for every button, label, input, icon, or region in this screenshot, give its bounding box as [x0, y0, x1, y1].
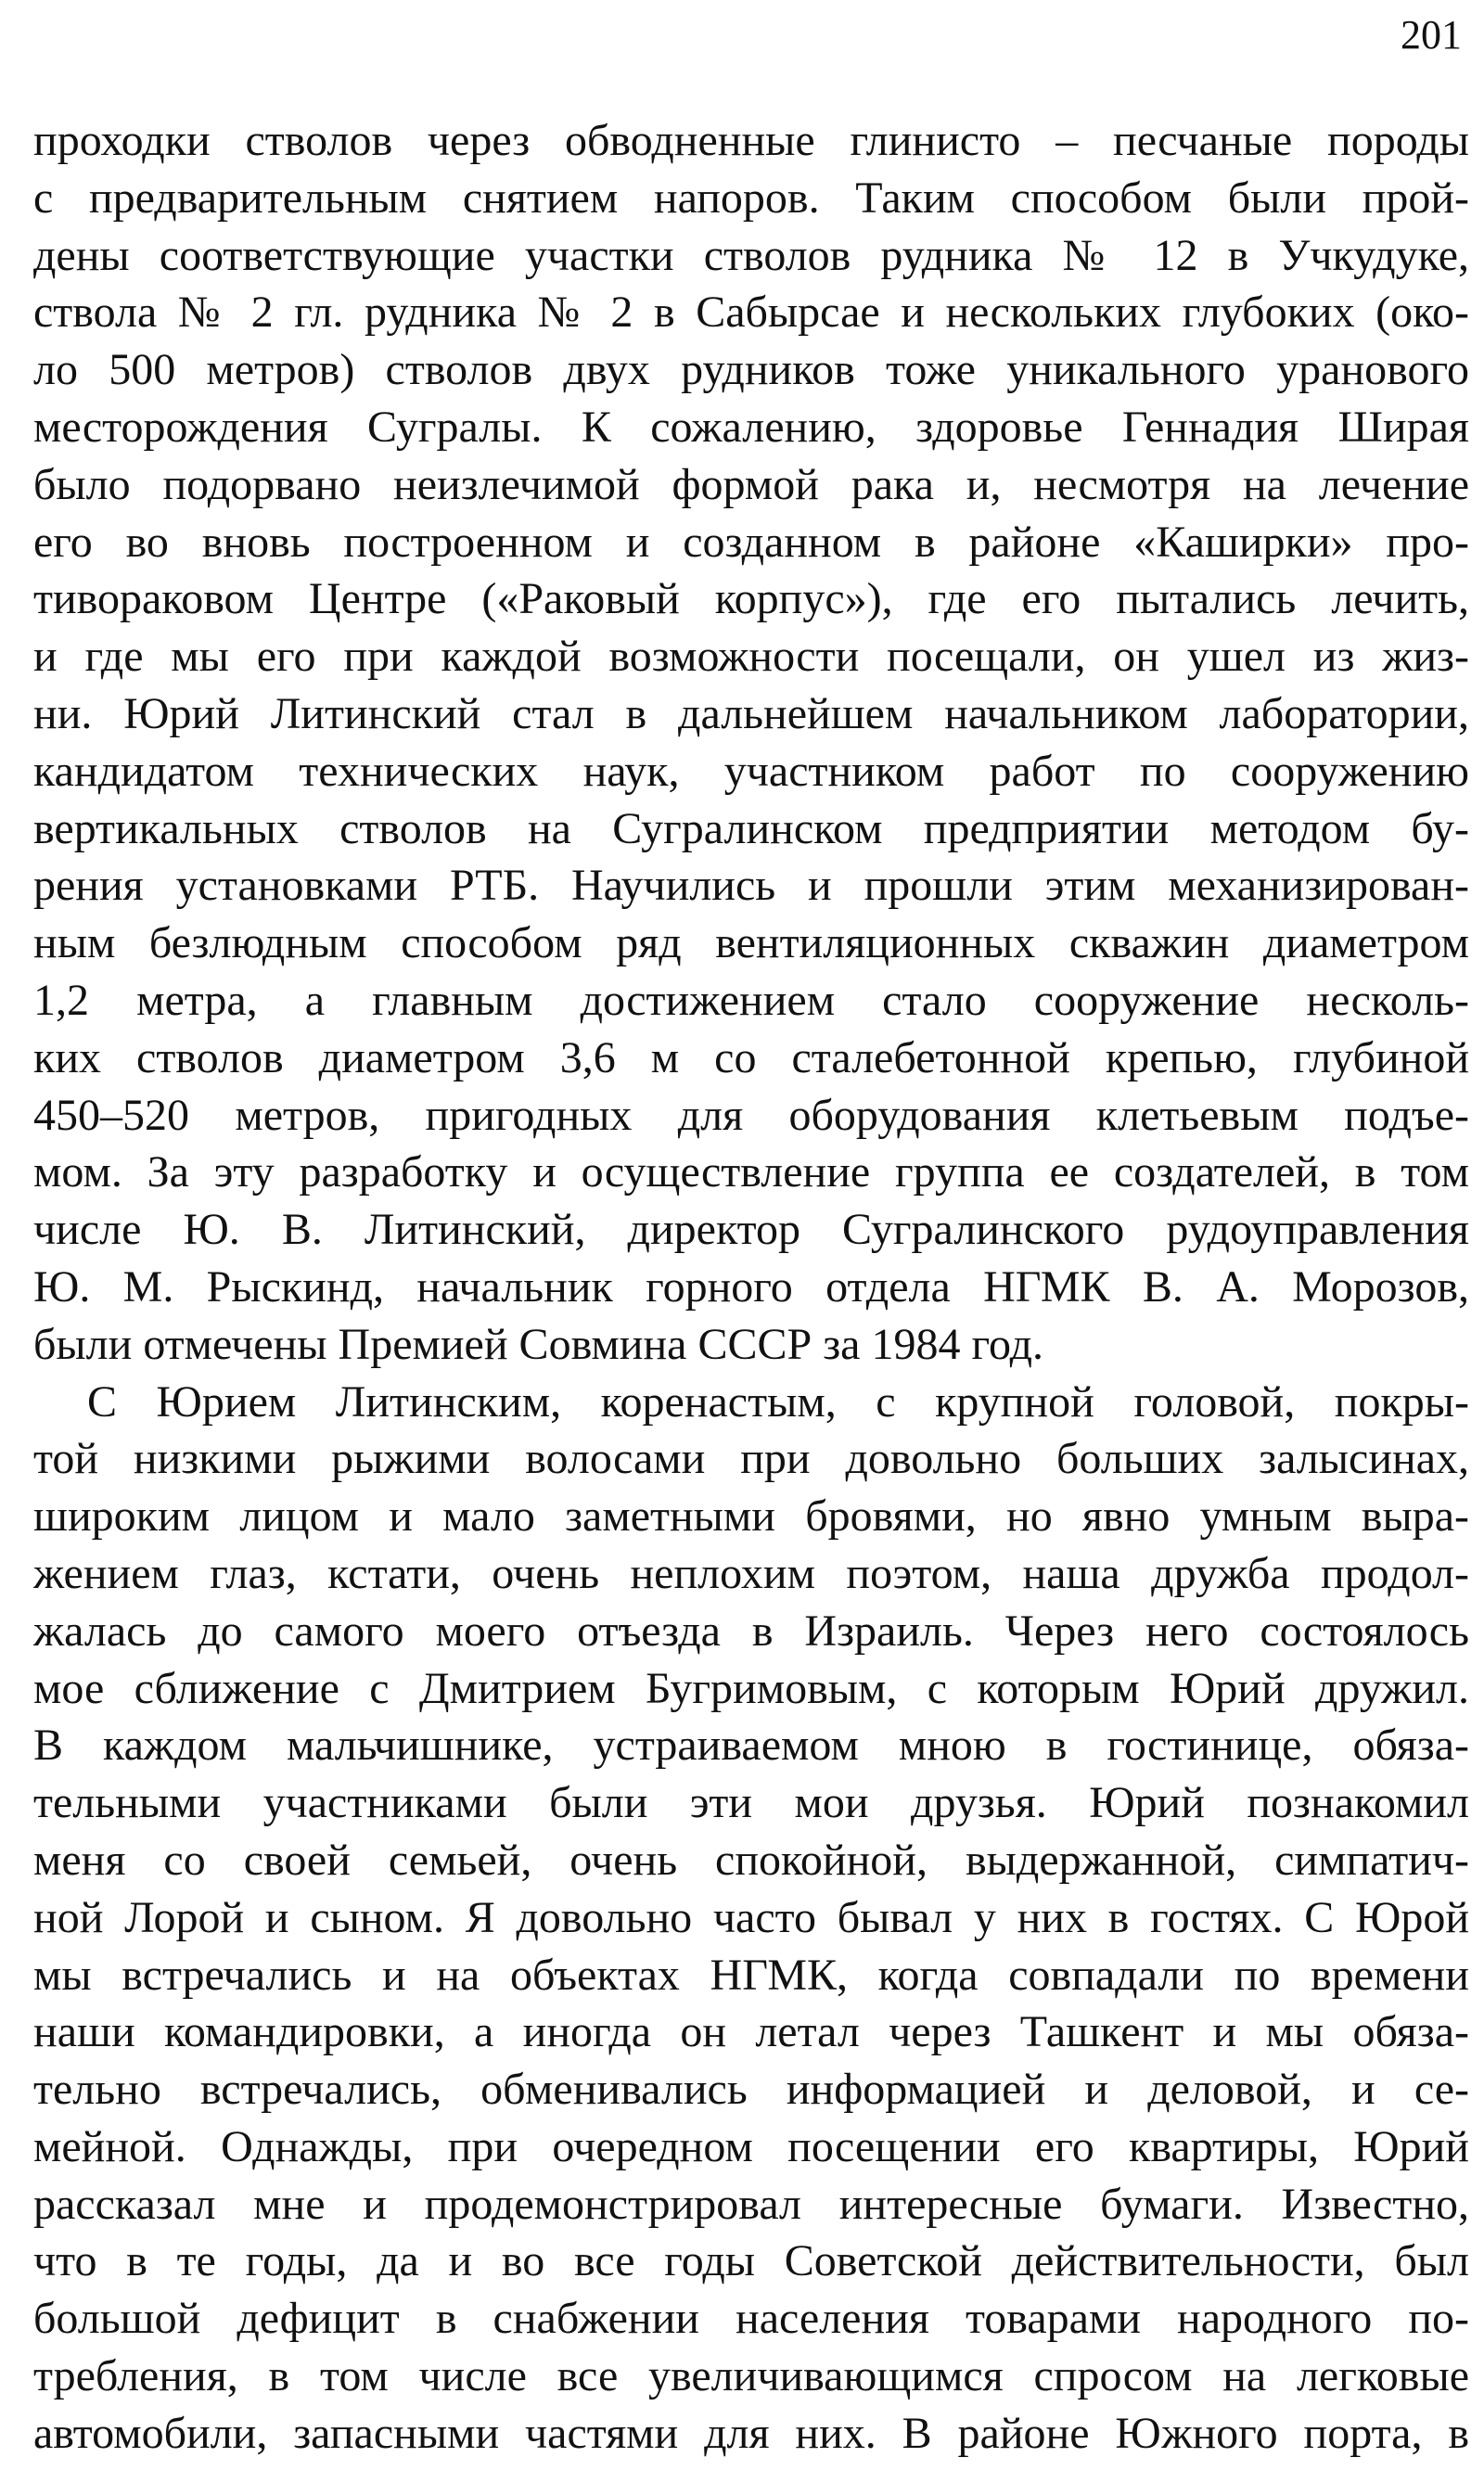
text-line: ни. Юрий Литинский стал в дальнейшем начальником лаборатории, [33, 688, 1469, 738]
text-line: 450–520 метров, пригодных для оборудования клетьевым подъе- [33, 1090, 1469, 1140]
text-line: 1,2 метра, а главным достижением стало сооружение несколь- [33, 975, 1469, 1025]
text-line: числе Ю. В. Литинский, директор Сугралинского рудоуправления [33, 1205, 1469, 1255]
text-line: рения установками РТБ. Научились и прошли этим механизирован- [33, 861, 1469, 911]
text-line: кандидатом технических наук, участником работ по сооружению [33, 746, 1469, 796]
text-line: ствола № 2 гл. рудника № 2 в Сабырсае и нескольких глубоких (око- [33, 288, 1469, 338]
text-line: что в те годы, да и во все годы Советской действительности, был [33, 2236, 1469, 2286]
text-line: ло 500 метров) стволов двух рудников тоже уникального уранового [33, 345, 1469, 395]
text-line: большой дефицит в снабжении населения товарами народного по- [33, 2294, 1469, 2344]
text-line: было подорвано неизлечимой формой рака и, несмотря на лечение [33, 459, 1469, 509]
text-line: меня со своей семьей, очень спокойной, выдержанной, симпатич- [33, 1835, 1469, 1885]
text-line: Ю. М. Рыскинд, начальник горного отдела НГМК В. А. Морозов, [33, 1261, 1469, 1312]
text-line: месторождения Сугралы. К сожалению, здоровье Геннадия Ширая [33, 402, 1469, 452]
text-line: широким лицом и мало заметными бровями, но явно умным выра- [33, 1491, 1469, 1542]
text-line: дены соответствующие участки стволов рудника № 12 в Учкудуке, [33, 230, 1469, 280]
text-line: В каждом мальчишнике, устраиваемом мною в гостинице, обяза- [33, 1721, 1469, 1771]
text-line: наши командировки, а иногда он летал через Ташкент и мы обяза- [33, 2007, 1469, 2057]
text-line: и где мы его при каждой возможности посещали, он ушел из жиз- [33, 632, 1469, 682]
text-line: были отмечены Премией Совмина СССР за 1984 год. [33, 1319, 1043, 1369]
text-line: той низкими рыжими волосами при довольно больших залысинах, [33, 1434, 1469, 1484]
text-line: мом. За эту разработку и осуществление группа ее создателей, в том [33, 1147, 1469, 1197]
text-line: тельно встречались, обменивались информацией и деловой, и се- [33, 2065, 1469, 2115]
text-line: жалась до самого моего отъезда в Израиль. Через него состоялось [33, 1606, 1469, 1656]
text-line: жением глаз, кстати, очень неплохим поэтом, наша дружба продол- [33, 1548, 1469, 1598]
text-line: мы встречались и на объектах НГМК, когда совпадали по времени [33, 1950, 1469, 2000]
body-text [33, 112, 1469, 2463]
text-line: рассказал мне и продемонстрировал интересные бумаги. Известно, [33, 2179, 1469, 2229]
text-line: мейной. Однажды, при очередном посещении его квартиры, Юрий [33, 2121, 1469, 2171]
text-line: ной Лорой и сыном. Я довольно часто бывал у них в гостях. С Юрой [33, 1892, 1469, 1942]
text-line: вертикальных стволов на Сугралинском предприятии методом бу- [33, 803, 1469, 853]
text-line: ких стволов диаметром 3,6 м со сталебетонной крепью, глубиной [33, 1032, 1469, 1082]
text-line: с предварительным снятием напоров. Таким способом были прой- [33, 173, 1469, 223]
text-line: ным безлюдным способом ряд вентиляционных скважин диаметром [33, 918, 1469, 968]
text-line: автомобили, запасными частями для них. В районе Южного порта, в [33, 2408, 1469, 2458]
paragraph-first-line: С Юрием Литинским, коренастым, с крупной головой, покры- [87, 1376, 1469, 1427]
text-line: его во вновь построенном и созданном в районе «Каширки» про- [33, 517, 1469, 567]
text-line: требления, в том числе все увеличивающимся спросом на легковые [33, 2351, 1469, 2401]
text-line: проходки стволов через обводненные глинисто – песчаные породы [33, 116, 1469, 165]
page-number: 201 [1401, 12, 1462, 58]
text-line: тивораковом Центре («Раковый корпус»), где его пытались лечить, [33, 574, 1469, 624]
text-line: тельными участниками были эти мои друзья. Юрий познакомил [33, 1778, 1469, 1828]
text-line: мое сближение с Дмитрием Бугримовым, с которым Юрий дружил. [33, 1663, 1469, 1713]
